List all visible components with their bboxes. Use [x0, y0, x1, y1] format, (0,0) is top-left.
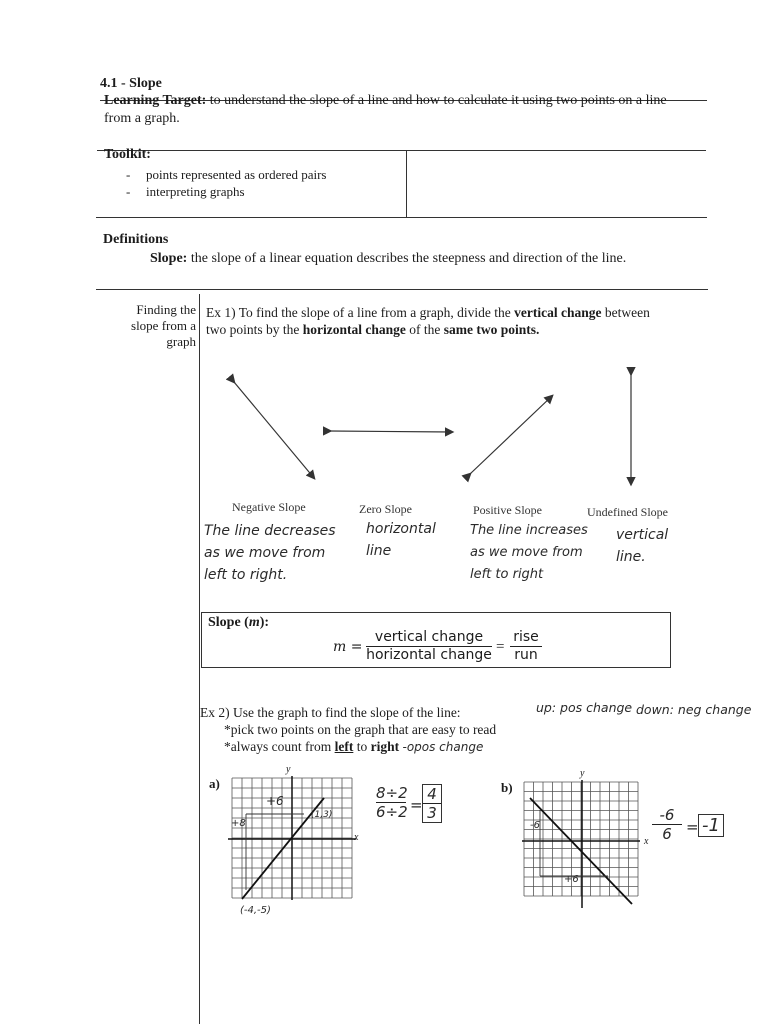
finding-side-label: Finding the slope from a graph — [131, 302, 196, 349]
learning-target-label: Learning Target: — [104, 93, 207, 108]
toolkit-item: - points represented as ordered pairs — [126, 167, 327, 182]
graph-b-answer: -1 — [698, 814, 724, 837]
graph-a-plus8: +8 — [231, 818, 246, 829]
zero-slope-note: horizontal line — [366, 521, 436, 559]
negative-slope-arrow — [234, 382, 314, 478]
negative-slope-label: Negative Slope — [232, 500, 306, 514]
graph-b-work-fraction: $\frac{-6}{6}$ — [652, 806, 682, 843]
undefined-slope-label: Undefined Slope — [587, 505, 668, 519]
toolkit-label: Toolkit: — [104, 147, 151, 162]
slope-formula-m: m = — [333, 639, 363, 655]
learning-target-text-cont: from a graph. — [104, 111, 180, 126]
graph-b — [516, 768, 649, 916]
graph-a-x-axis-label: x — [354, 832, 359, 843]
graph-a-label: a) — [209, 776, 220, 791]
slope-definition: Slope: the slope of a linear equation describes the steepness and direction of the line. — [150, 251, 627, 266]
hw-up-note: up: pos change — [536, 700, 633, 715]
positive-slope-arrow — [470, 396, 552, 474]
graph-a-point1: (1,3) — [311, 810, 333, 820]
graph-a — [220, 762, 370, 922]
graph-b-minus6: -6 — [530, 820, 540, 831]
slope-formula-equals: = — [496, 639, 505, 655]
slope-fraction-main: vertical change horizontal change — [366, 629, 492, 663]
learning-target-text: to understand the slope of a line and how to calculate it using two points on a line — [209, 93, 667, 108]
zero-slope-arrow — [330, 431, 452, 432]
toolkit-list — [126, 166, 327, 200]
page-title: 4.1 - Slope — [100, 76, 162, 91]
positive-slope-label: Positive Slope — [473, 503, 543, 517]
slope-fraction-rise-run: rise run — [510, 629, 542, 663]
slope-box-label: Slope (m): — [208, 615, 270, 630]
ex1-text: Ex 1) To find the slope of a line from a graph, divide the vertical change between two points by the horizontal change of the same two points. — [206, 305, 650, 337]
graph-b-work-equals: = — [686, 818, 699, 836]
undefined-slope-note: vertical line. — [616, 527, 669, 565]
graph-b-plus6: +6 — [564, 874, 579, 885]
zero-slope-label: Zero Slope — [359, 502, 412, 516]
definitions-rule — [96, 289, 708, 290]
toolkit-bottom-rule — [96, 217, 707, 218]
positive-slope-note: The line increases as we move from left to right — [470, 523, 588, 582]
slope-arrows-diagram — [200, 360, 680, 500]
learning-target — [104, 93, 704, 109]
toolkit-top-rule — [97, 150, 706, 151]
negative-slope-note: The line decreases as we move from left to right. — [204, 523, 336, 583]
toolkit-divider — [406, 150, 407, 218]
graph-a-y-axis-label: y — [286, 764, 291, 775]
graph-a-plus6: +6 — [266, 794, 284, 808]
graph-a-point2: (-4,-5) — [240, 905, 271, 916]
graph-b-label: b) — [501, 780, 513, 795]
toolkit-item: - interpreting graphs — [126, 184, 245, 199]
graph-a-answer: $\frac{4}{3}$ — [422, 784, 442, 823]
slope-formula-box — [201, 612, 671, 668]
hw-down-note: down: neg change — [636, 702, 752, 717]
graph-a-work-fraction: $\frac{8\div 2}{6\div 2}$ — [376, 784, 408, 821]
graph-b-x-axis-label: x — [644, 836, 649, 847]
graph-a-work-equals: = — [410, 796, 423, 814]
graph-b-y-axis-label: y — [580, 768, 585, 779]
definitions-label: Definitions — [103, 232, 169, 247]
ex2-text: Ex 2) Use the graph to find the slope of the line: *pick two points on the graph that are easy to read *always count from left to right -opos change — [200, 705, 497, 754]
